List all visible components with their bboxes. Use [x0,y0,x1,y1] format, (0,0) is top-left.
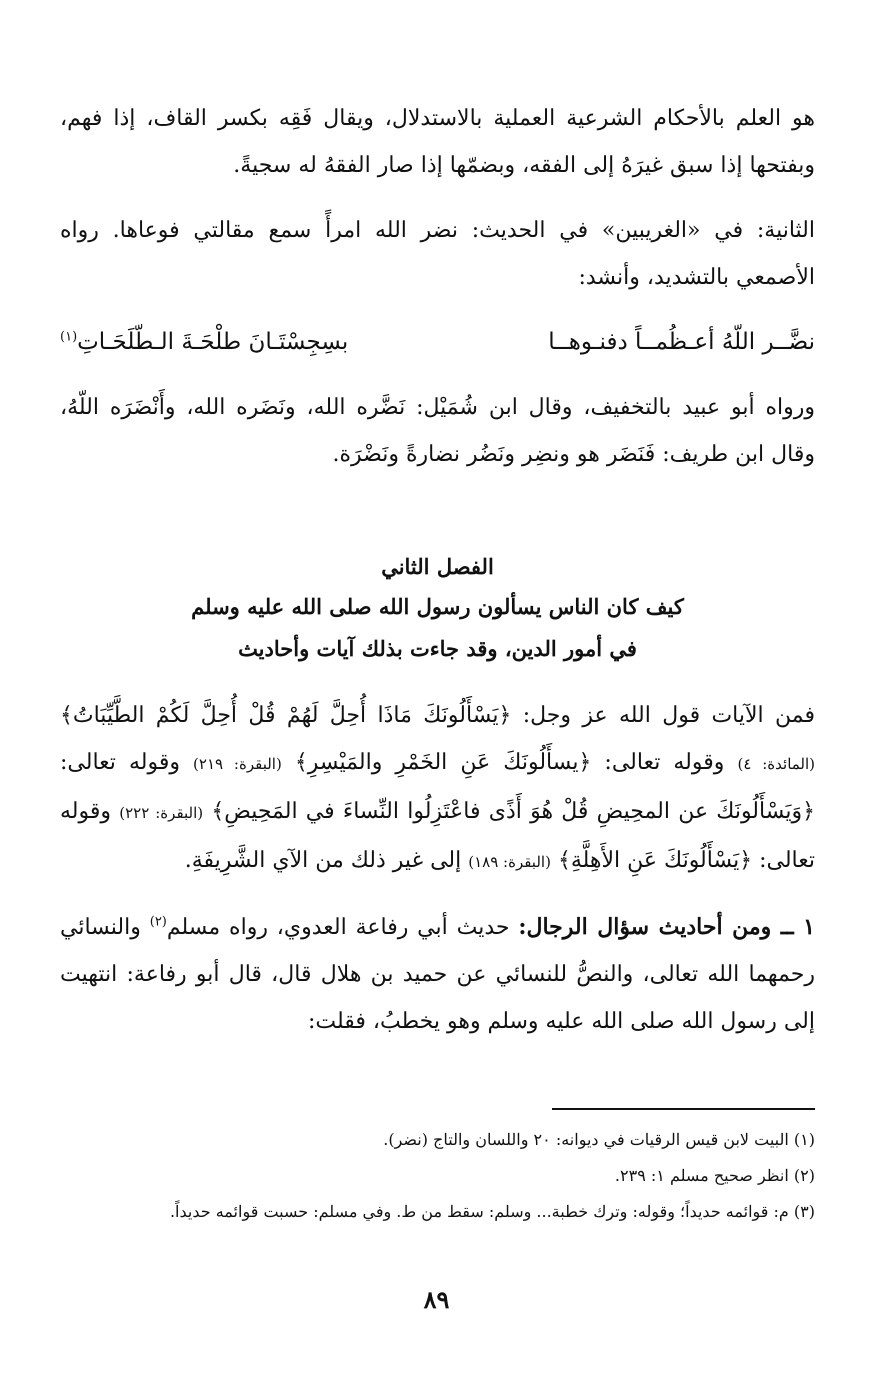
page-body [60,95,815,1063]
paragraph-abu-ubayd: ورواه أبو عبيد بالتخفيف، وقال ابن شُمَيْل: نَضَّره الله، ونَضَره الله، وأَنْضَرَه اللّهُ، وقال ابن طريف: فَنَضَر هو ونضِر ونَضُر نضارةً ونَضْرَة. [60,395,815,467]
verse-ref-2: (البقرة: ٢١٩) [193,755,282,773]
verse-quote-1: فمن الآيات قول الله عز وجل: ﴿يَسْأَلُونَكَ مَاذَا أُحِلَّ لَهُمْ قُلْ أُحِلَّ لَكُمْ الطَّيِّبَاتُ﴾ [60,703,815,728]
hadith-lead: ١ ــ ومن أحاديث سؤال الرجال: [518,914,815,940]
verse-quote-4: وقوله تعالى: ﴿يَسْأَلُونَكَ عَنِ الأَهِلَّةِ﴾ [60,799,815,873]
verse-ref-1: (المائدة: ٤) [737,755,816,773]
footnote-1: (١) البيت لابن قيس الرقيات في ديوانه: ٢٠ واللسان والتاج (نضر). [383,1130,815,1149]
footnote-3: (٣) م: قوائمه حديداً؛ وقوله: وترك خطبة... وسلم: سقط من ط. وفي مسلم: حسبت قوائمه حديداً. [169,1202,815,1221]
footnote-marker-2: (٢) [149,914,167,930]
verse-ref-4: (البقرة: ١٨٩) [468,853,551,871]
footnote-2: (٢) انظر صحيح مسلم ١: ٢٣٩. [614,1166,815,1185]
verses-closing: إلى غير ذلك من الآي الشَّرِيفَةِ. [184,848,462,873]
paragraph-verses [60,692,815,886]
footnote-divider [552,1108,815,1110]
paragraph-gharibayn: الثانية: في «الغريبين» في الحديث: نضر الله امرأً سمع مقالتي فوعاها. رواه الأصمعي بالتشديد، وأنشد: [60,218,815,290]
verse-second-hemistich [60,319,348,366]
paragraph-hadith [60,904,815,1045]
verse-second-text: بسِجِسْتَـانَ طلْحَـةَ الـطّلَحَـاتِ [77,329,349,355]
chapter-title: الفصل الثاني [381,554,494,579]
footnote-marker-1: (١) [60,329,78,345]
footnotes [60,1125,815,1233]
hadith-text-2: والنسائي رحمهما الله تعالى، والنصُّ للنسائي عن حميد بن هلال قال، قال أبو رفاعة: انتهيت إلى رسول الله صلى الله عليه وسلم وهو يخطبُ، فقلت: [60,915,815,1034]
page-number: ٨٩ [423,1285,450,1314]
poetry-verse [60,319,815,366]
hadith-text-1: حديث أبي رفاعة العدوي، رواه مسلم [166,915,510,940]
paragraph-definition: هو العلم بالأحكام الشرعية العملية بالاستدلال، ويقال فَقِه بكسر القاف، إذا فهم، وبفتحها إذا سبق غيرَهُ إلى الفقه، وبضمّها إذا صار الفقهُ له سجيةً. [60,106,815,178]
verse-first-hemistich: نضَّــر اللّهُ أعـظُمــاً دفنـوهــا [548,329,815,355]
verse-ref-3: (البقرة: ٢٢٢) [119,804,204,822]
verse-quote-2: وقوله تعالى: ﴿يسأَلُونَكَ عَنِ الخَمْرِ والمَيْسِرِ﴾ [294,750,725,775]
chapter-subtitle-1: كيف كان الناس يسألون رسول الله صلى الله عليه وسلم [191,594,684,619]
chapter-heading [60,548,815,670]
chapter-subtitle-2: في أمور الدين، وقد جاءت بذلك آيات وأحاديث [238,636,637,661]
verse-quote-3: وقوله تعالى: ﴿وَيَسْأَلُونَكَ عن المحِيضِ قُلْ هُوَ أَذًى فاعْتَزِلُوا النِّساءَ في المَحِيضِ﴾ [60,750,815,824]
